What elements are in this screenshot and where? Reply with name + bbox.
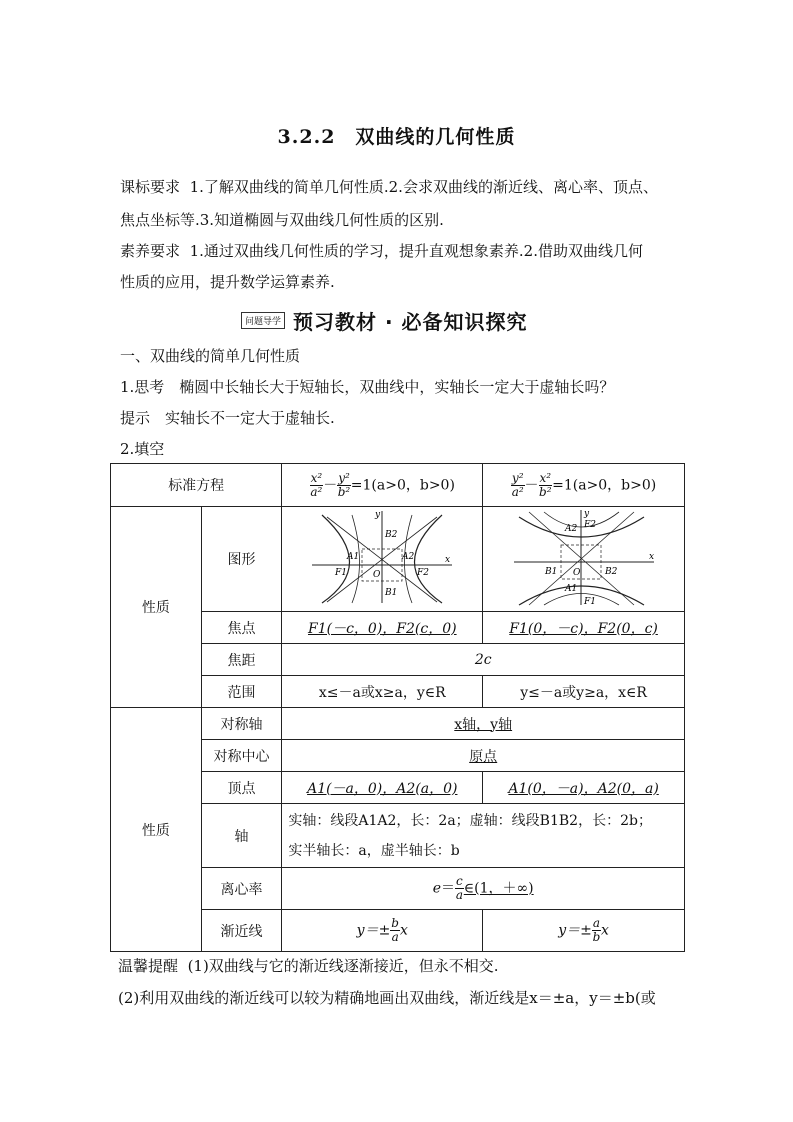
sym-axis-label: 对称轴 [201, 708, 282, 740]
range-2: y≤－a或y≥a，x∈R [483, 676, 685, 708]
sym-center-value: 原点 [282, 740, 685, 772]
asym-2: y＝± $\frac{a}{b}$ x [483, 910, 685, 952]
sym-axis-value: x轴，y轴 [282, 708, 685, 740]
section-banner [241, 306, 528, 335]
focus-1: F1(－c，0)，F2(c，0) [282, 612, 483, 644]
table-row [111, 507, 685, 612]
graph-label-a1: A1 [347, 552, 360, 562]
hyperbola-vertical-graph [509, 507, 659, 607]
axis-line-1: 实轴：线段A1A2，长：2a；虚轴：线段B1B2，长：2b； [288, 812, 652, 829]
axis-line-2: 实半轴长：a，虚半轴长：b [288, 842, 460, 859]
axis-value [282, 804, 685, 868]
prop-label-1: 性质 [111, 507, 202, 708]
graph-label-y: y [375, 510, 381, 520]
section-heading: 一、双曲线的简单几何性质 [120, 347, 301, 365]
suyang-line2: 性质的应用，提升数学运算素养. [120, 273, 335, 291]
axis-label: 轴 [201, 804, 282, 868]
graph-label-x: x [648, 552, 654, 562]
graph-label: 图形 [201, 507, 282, 612]
focus-label: 焦点 [201, 612, 282, 644]
asym-label: 渐近线 [201, 910, 282, 952]
suyang-label: 素养要求 [120, 242, 181, 260]
std-eq-2: $\frac{\text{y²}}{\text{a²}}$ － $\frac{\text{x²}}{\text{b²}}$ =1(a>0，b>0) [483, 464, 685, 507]
ecc-label: 离心率 [201, 868, 282, 910]
vertex-label: 顶点 [201, 772, 282, 804]
graph-label-b1: B1 [544, 567, 557, 577]
graph-label-f2: F2 [417, 568, 430, 578]
fill-heading: 2.填空 [120, 440, 165, 458]
banner-title: 预习教材 · 必备知识探究 [293, 310, 528, 334]
focal-dist-label: 焦距 [201, 644, 282, 676]
kebiao-line1: 课标要求 1.了解双曲线的简单几何性质.2.会求双曲线的渐近线、离心率、顶点、 [120, 178, 658, 196]
graph-horizontal [282, 507, 483, 612]
vertex-2: A1(0，－a)，A2(0，a) [483, 772, 685, 804]
table-row [111, 464, 685, 507]
properties-table [110, 463, 685, 952]
page-title: 3.2.2 双曲线的几何性质 [277, 126, 516, 148]
graph-label-b1: B1 [385, 588, 398, 598]
hyperbola-horizontal-graph [307, 507, 457, 607]
graph-label-f1: F1 [583, 597, 596, 607]
vertex-1: A1(－a，0)，A2(a，0) [282, 772, 483, 804]
std-eq-label: 标准方程 [111, 464, 282, 507]
focal-dist-value: 2c [282, 644, 685, 676]
std-eq-1: $\frac{\text{x²}}{\text{a²}}$ － $\frac{\text{y²}}{\text{b²}}$ =1(a>0，b>0) [282, 464, 483, 507]
note-2: (2)利用双曲线的渐近线可以较为精确地画出双曲线，渐近线是x＝±a，y＝±b(或 [118, 989, 656, 1007]
graph-label-b2: B2 [385, 530, 398, 540]
graph-label-f1: F1 [335, 568, 348, 578]
graph-label-x: x [445, 555, 451, 565]
graph-label-o: O [572, 568, 580, 578]
graph-label-y: y [583, 509, 589, 519]
graph-label-o: O [373, 570, 381, 580]
focus-2: F1(0，－c)，F2(0，c) [483, 612, 685, 644]
kebiao-line2: 焦点坐标等.3.知道椭圆与双曲线几何性质的区别. [120, 211, 444, 229]
graph-label-a1: A1 [564, 584, 577, 594]
banner-badge: 问题导学 [241, 312, 285, 329]
graph-label-f2: F2 [583, 520, 596, 530]
graph-label-b2: B2 [604, 567, 617, 577]
graph-label-a2: A2 [564, 524, 577, 534]
graph-vertical [483, 507, 685, 612]
prop-label-2: 性质 [111, 708, 202, 952]
suyang-line1: 素养要求 1.通过双曲线几何性质的学习，提升直观想象素养.2.借助双曲线几何 [120, 242, 643, 260]
graph-label-a2: A2 [402, 552, 415, 562]
kebiao-label: 课标要求 [120, 178, 181, 196]
table-row [111, 708, 685, 740]
think-question: 1.思考 椭圆中长轴长大于短轴长，双曲线中，实轴长一定大于虚轴长吗？ [120, 378, 615, 396]
ecc-value: e＝ $\frac{c}{a}$ ∈(1，＋∞) [282, 868, 685, 910]
note-1: 温馨提醒 (1)双曲线与它的渐近线逐渐接近，但永不相交. [118, 957, 499, 975]
sym-center-label: 对称中心 [201, 740, 282, 772]
hint-text: 提示 实轴长不一定大于虚轴长. [120, 409, 335, 427]
note-label: 温馨提醒 [118, 957, 179, 975]
range-label: 范围 [201, 676, 282, 708]
asym-1: y＝± $\frac{b}{a}$ x [282, 910, 483, 952]
range-1: x≤－a或x≥a，y∈R [282, 676, 483, 708]
